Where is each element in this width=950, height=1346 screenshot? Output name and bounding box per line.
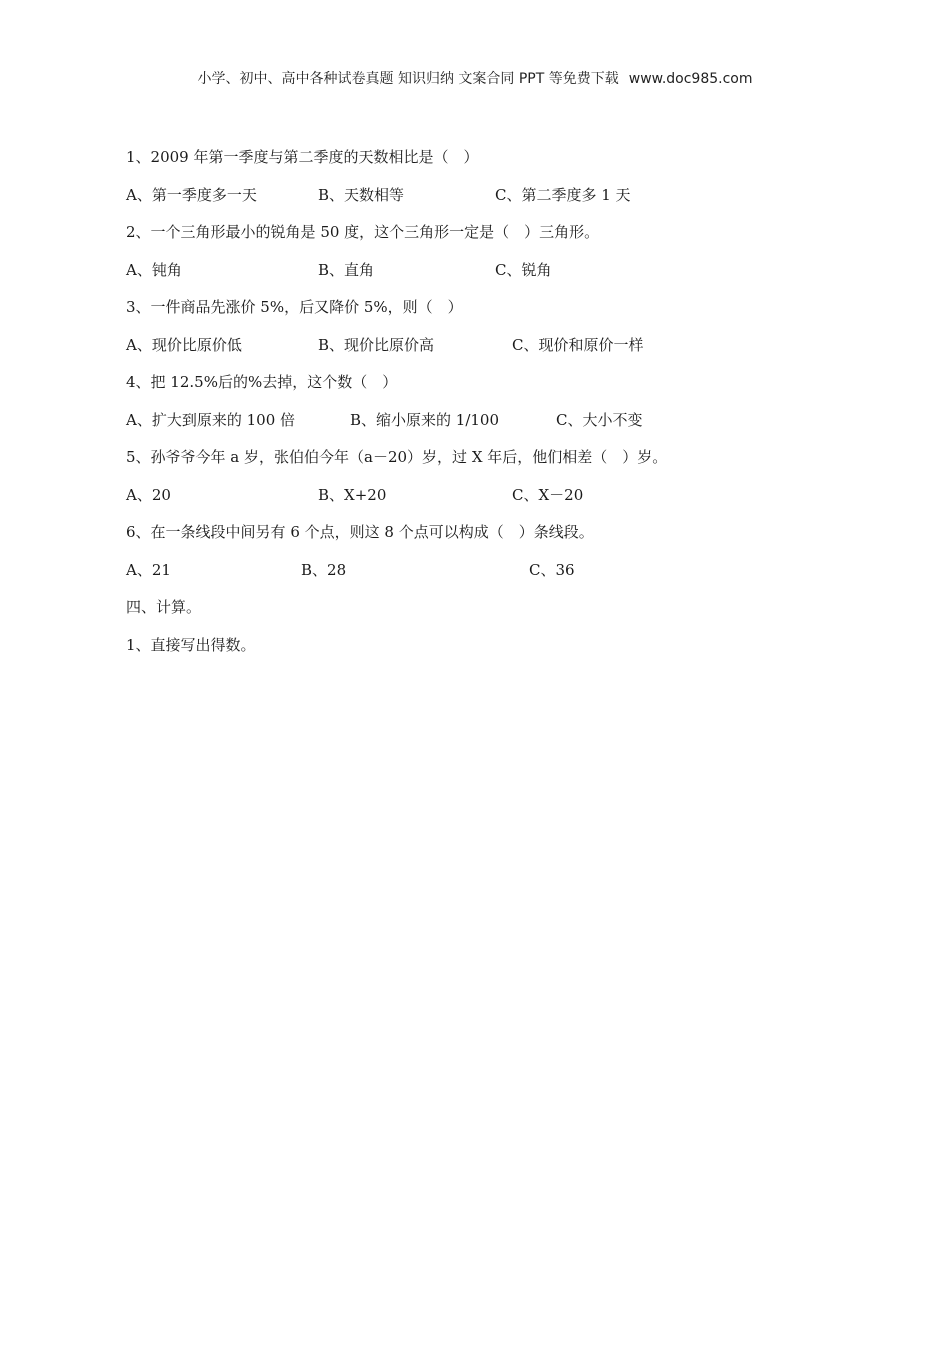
question-2-option-c: C、锐角: [495, 261, 552, 279]
question-5-option-a: A、20: [126, 486, 171, 504]
section-heading: 四、计算。: [126, 598, 202, 616]
question-3-option-a: A、现价比原价低: [126, 336, 242, 354]
header-site-url: www.doc985.com: [628, 71, 753, 87]
question-4: 4、把 12.5%后的%去掉，这个数（ ）: [126, 373, 398, 391]
question-2-option-a: A、钝角: [126, 261, 182, 279]
question-6-option-a: A、21: [126, 561, 171, 579]
question-5: 5、孙爷爷今年 a 岁，张伯伯今年（a－20）岁，过 X 年后，他们相差（ ）岁。: [126, 448, 668, 466]
question-3-option-c: C、现价和原价一样: [512, 336, 644, 354]
question-2: 2、一个三角形最小的锐角是 50 度，这个三角形一定是（ ）三角形。: [126, 223, 600, 241]
question-6: 6、在一条线段中间另有 6 个点，则这 8 个点可以构成（ ）条线段。: [126, 523, 594, 541]
question-4-option-c: C、大小不变: [556, 411, 643, 429]
question-2-option-b: B、直角: [318, 261, 375, 279]
question-1-option-c: C、第二季度多 1 天: [495, 186, 631, 204]
question-6-option-b: B、28: [301, 561, 347, 579]
question-4-option-b: B、缩小原来的 1/100: [350, 411, 500, 429]
question-1-option-b: B、天数相等: [318, 186, 405, 204]
question-4-option-a: A、扩大到原来的 100 倍: [126, 411, 295, 429]
question-6-option-c: C、36: [529, 561, 575, 579]
question-5-option-c: C、X－20: [512, 486, 584, 504]
section-item-1: 1、直接写出得数。: [126, 636, 256, 654]
header-title: 小学、初中、高中各种试卷真题 知识归纳 文案合同 PPT 等免费下载: [197, 71, 619, 87]
page-header: [0, 68, 950, 88]
question-3: 3、一件商品先涨价 5%，后又降价 5%，则（ ）: [126, 298, 463, 316]
question-3-option-b: B、现价比原价高: [318, 336, 435, 354]
question-1-option-a: A、第一季度多一天: [126, 186, 257, 204]
question-5-option-b: B、X+20: [318, 486, 387, 504]
question-1: 1、2009 年第一季度与第二季度的天数相比是（ ）: [126, 148, 479, 166]
